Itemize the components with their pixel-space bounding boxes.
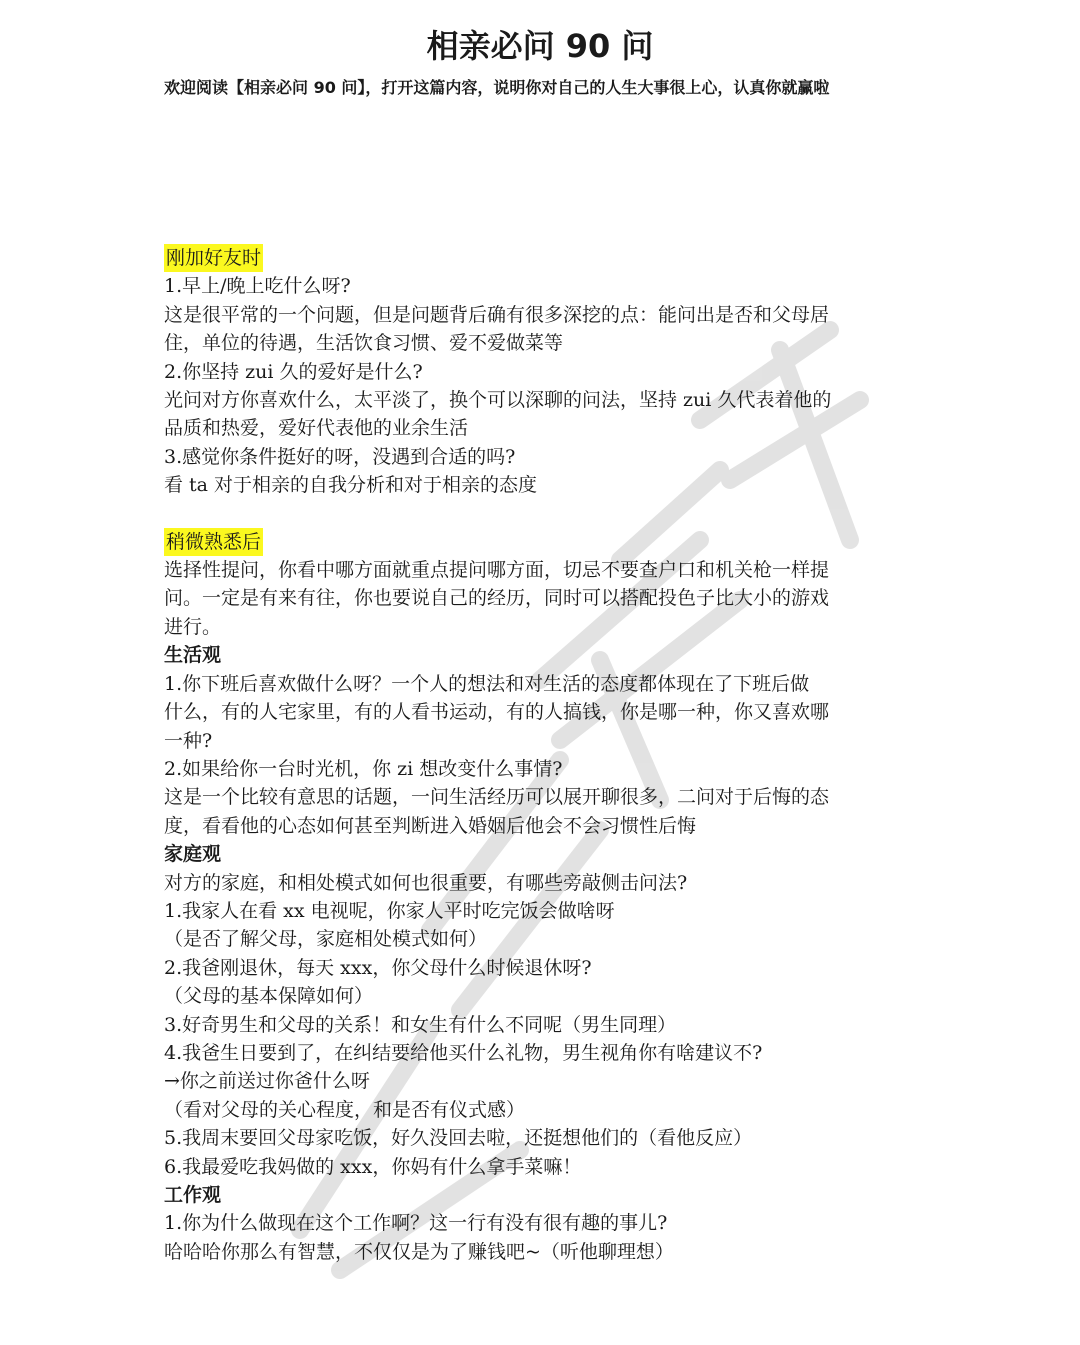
body-line: 什么，有的人宅家里，有的人看书运动，有的人搞钱，你是哪一种，你又喜欢哪: [164, 701, 830, 724]
document-body: [164, 244, 920, 1266]
body-line: 选择性提问，你看中哪方面就重点提问哪方面，切忌不要查户口和机关枪一样提: [164, 559, 830, 582]
body-line: 度，看看他的心态如何甚至判断进入婚姻后他会不会习惯性后悔: [164, 814, 697, 837]
body-line: 4.我爸生日要到了，在纠结要给他买什么礼物，男生视角你有啥建议不?: [164, 1041, 763, 1064]
body-line: 对方的家庭，和相处模式如何也很重要，有哪些旁敲侧击问法?: [164, 871, 688, 894]
body-line: （父母的基本保障如何）: [164, 985, 374, 1008]
section-heading-work-view: 工作观: [164, 1184, 222, 1206]
body-line: 5.我周末要回父母家吃饭，好久没回去啦，还挺想他们的（看他反应）: [164, 1127, 753, 1150]
body-line: 这是一个比较有意思的话题，一问生活经历可以展开聊很多，二问对于后悔的态: [164, 786, 830, 809]
body-line: 1.你下班后喜欢做什么呀？一个人的想法和对生活的态度都体现在了下班后做: [164, 672, 810, 695]
body-line: 问。一定是有来有往，你也要说自己的经历，同时可以搭配投色子比大小的游戏: [164, 587, 830, 610]
body-line: 3.好奇男生和父母的关系！和女生有什么不同呢（男生同理）: [164, 1013, 677, 1036]
section-heading-life-view: 生活观: [164, 644, 222, 667]
section-heading-familiar: 稍微熟悉后: [164, 528, 263, 556]
body-line: 住，单位的待遇，生活饮食习惯、爱不爱做菜等: [164, 332, 564, 355]
body-line: 2.如果给你一台时光机，你 zi 想改变什么事情?: [164, 757, 563, 780]
body-line: 6.我最爱吃我妈做的 xxx，你妈有什么拿手菜嘛！: [164, 1155, 582, 1178]
body-line: 1.早上/晚上吃什么呀?: [164, 275, 351, 298]
body-line: （是否了解父母，家庭相处模式如何）: [164, 928, 488, 951]
body-line: 这是很平常的一个问题，但是问题背后确有很多深挖的点：能问出是否和父母居: [164, 303, 830, 326]
body-line: 哈哈哈你那么有智慧，不仅仅是为了赚钱吧~（听他聊理想）: [164, 1240, 674, 1263]
section-heading-new-friend: 刚加好友时: [164, 244, 263, 272]
page-title: 相亲必问 90 问: [426, 27, 654, 65]
section-heading-family-view: 家庭观: [164, 843, 222, 866]
body-line: 品质和热爱，爱好代表他的业余生活: [164, 417, 469, 440]
body-line: 2.你坚持 zui 久的爱好是什么?: [164, 360, 423, 383]
body-line: →你之前送过你爸什么呀: [164, 1070, 370, 1093]
body-line: 一种?: [164, 729, 213, 752]
body-line: （看对父母的关心程度，和是否有仪式感）: [164, 1098, 526, 1121]
body-line: 2.我爸刚退休，每天 xxx，你父母什么时候退休呀?: [164, 956, 592, 979]
body-line: 看 ta 对于相亲的自我分析和对于相亲的态度: [164, 474, 538, 497]
body-line: 光问对方你喜欢什么，太平淡了，换个可以深聊的问法，坚持 zui 久代表着他的: [164, 389, 832, 412]
body-line: 3.感觉你条件挺好的呀，没遇到合适的吗?: [164, 445, 516, 468]
body-line: 1.我家人在看 xx 电视呢，你家人平时吃完饭会做啥呀: [164, 899, 615, 922]
body-line: 1.你为什么做现在这个工作啊？这一行有没有很有趣的事儿?: [164, 1212, 668, 1235]
body-line: 进行。: [164, 615, 222, 638]
page-subtitle: 欢迎阅读【相亲必问 90 问】，打开这篇内容，说明你对自己的人生大事很上心，认真你就赢啦: [164, 78, 830, 97]
